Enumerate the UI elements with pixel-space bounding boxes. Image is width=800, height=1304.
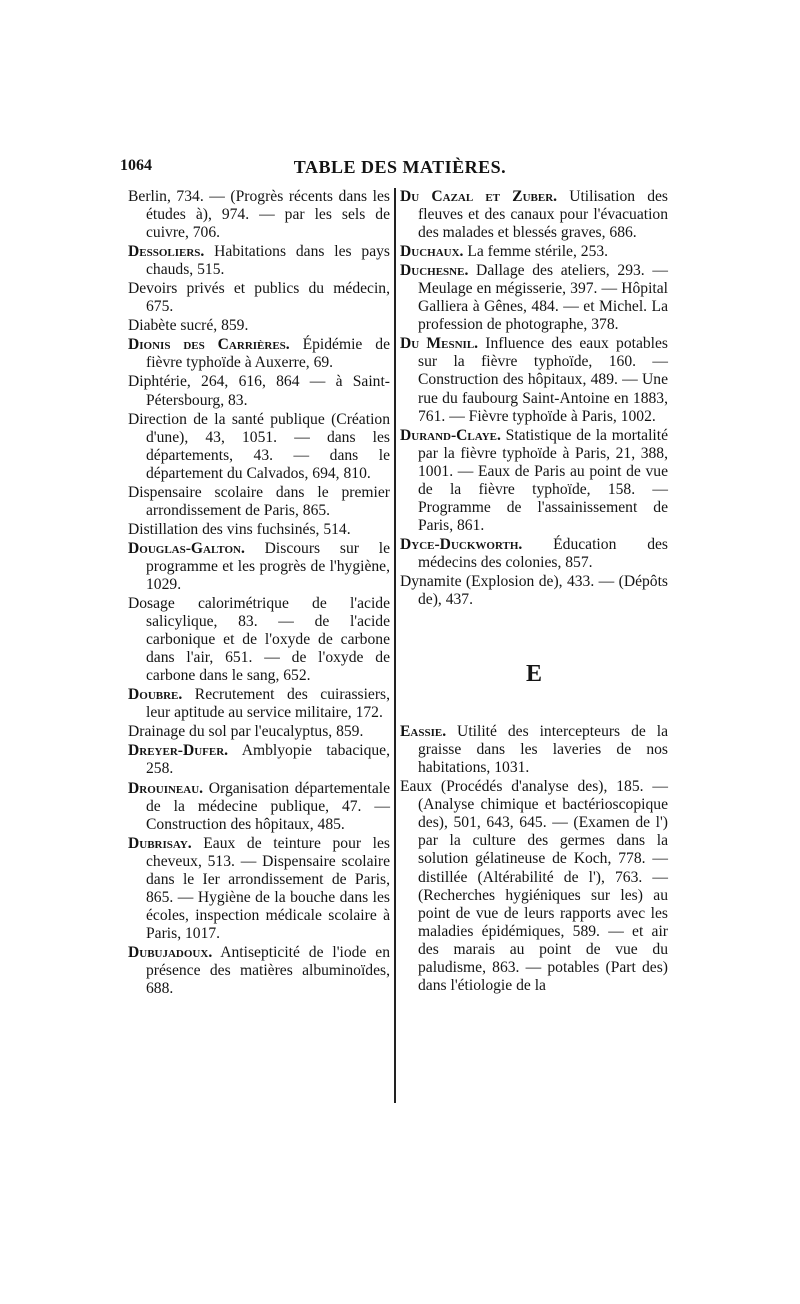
right-column-entries-e bbox=[400, 723, 668, 995]
left-column bbox=[128, 188, 390, 999]
entry-text: Habitations dans les pays chauds, 515. bbox=[146, 243, 390, 279]
index-entry bbox=[128, 595, 390, 685]
running-title: TABLE DES MATIÈRES. bbox=[293, 157, 507, 177]
index-entry bbox=[128, 686, 390, 722]
entry-text: Distillation des vins fuchsinés, 514. bbox=[128, 520, 351, 538]
index-entry bbox=[128, 336, 390, 372]
index-entry bbox=[400, 778, 668, 995]
page-header bbox=[120, 157, 680, 185]
index-entry bbox=[400, 723, 668, 777]
entry-text: Eaux (Procédés d'analyse des), 185. — (Analyse chimique et bactérioscopique des), 501, 643, 645. — (Examen de l') par la culture des germes dans la solution gélatineuse de Koch, 778. — distillée (Altérabilité de l'), 763. — (Recherches hygiéniques sur les) au point de vue de leurs rapports avec les maladies épidémiques, 589. — et air des marais au point de vue du paludisme, 863. — potables (Part des) dans l'étiologie de la bbox=[400, 778, 668, 994]
index-entry bbox=[128, 484, 390, 520]
entry-text: Dynamite (Explosion de), 433. — (Dépôts de), 437. bbox=[400, 572, 668, 609]
index-entry bbox=[128, 723, 390, 741]
index-entry bbox=[128, 742, 390, 778]
entry-text: Direction de la santé publique (Création d'une), 43, 1051. — dans les départements, 43. — dans le département du Calvados, 694, 810. bbox=[128, 410, 390, 482]
entry-headword: Du Cazal et Zuber. bbox=[400, 188, 558, 205]
entry-headword: Du Mesnil. bbox=[400, 335, 479, 353]
index-entry bbox=[128, 243, 390, 279]
index-entry bbox=[128, 944, 390, 998]
entry-headword: Doubre. bbox=[128, 686, 183, 704]
index-entry bbox=[400, 573, 668, 609]
entry-headword: Duchaux. bbox=[400, 243, 464, 261]
index-entry bbox=[128, 780, 390, 834]
entry-text: Drainage du sol par l'eucalyptus, 859. bbox=[128, 723, 364, 741]
right-column bbox=[400, 188, 668, 996]
entry-headword: Dubrisay. bbox=[128, 834, 192, 852]
index-entry bbox=[400, 188, 668, 242]
entry-headword: Dessoliers. bbox=[128, 243, 205, 261]
right-column-entries-d bbox=[400, 188, 668, 609]
entry-text: Épidémie de fièvre typhoïde à Auxerre, 69. bbox=[146, 336, 390, 372]
entry-headword: Eassie. bbox=[400, 723, 447, 741]
entry-text: Organisation départementale de la médecine publique, 47. — Construction des hôpitaux, 485. bbox=[146, 779, 390, 833]
entry-text: Amblyopie tabacique, 258. bbox=[146, 742, 390, 778]
entry-text: Dispensaire scolaire dans le premier arrondissement de Paris, 865. bbox=[128, 483, 390, 519]
index-entry bbox=[128, 317, 390, 335]
entry-headword: Douglas-Galton. bbox=[128, 539, 245, 557]
index-entry bbox=[400, 536, 668, 572]
index-entry bbox=[128, 280, 390, 316]
entry-text: La femme stérile, 253. bbox=[463, 243, 609, 261]
entry-headword: Dionis des Carrières. bbox=[128, 336, 290, 354]
entry-text: Diabète sucré, 859. bbox=[128, 317, 249, 335]
index-entry bbox=[128, 540, 390, 594]
entry-text: Devoirs privés et publics du médecin, 675. bbox=[128, 280, 390, 316]
index-entry bbox=[400, 427, 668, 535]
index-entry bbox=[400, 335, 668, 425]
entry-text: Discours sur le programme et les progrès de l'hygiène, 1029. bbox=[146, 539, 390, 593]
entry-text: Influence des eaux potables sur la fièvre typhoïde, 160. — Construction des hôpitaux, 489. — Une rue du faubourg Saint-Antoine en 1883, 761. — Fièvre typhoïde à Paris, 1002. bbox=[418, 335, 668, 425]
entry-text: Utilisation des fleuves et des canaux pour l'évacuation des malades et blessés graves, 686. bbox=[418, 188, 668, 242]
entry-headword: Durand-Claye. bbox=[400, 426, 501, 444]
entry-text: Éducation des médecins des colonies, 857. bbox=[418, 535, 668, 571]
entry-text: Diphtérie, 264, 616, 864 — à Saint-Pétersbourg, 83. bbox=[128, 373, 390, 409]
section-letter: E bbox=[525, 661, 542, 688]
entry-headword: Dyce-Duckworth. bbox=[400, 535, 523, 553]
entry-headword: Drouineau. bbox=[128, 779, 204, 797]
entry-text: Statistique de la mortalité par la fièvre typhoïde à Paris, 21, 388, 1001. — Eaux de Paris au point de vue de la fièvre typhoïde, 158. — Programme de l'assainissement de Paris, 861. bbox=[418, 426, 668, 534]
entry-text: Recrutement des cuirassiers, leur aptitude au service militaire, 172. bbox=[146, 686, 390, 722]
entry-text: Berlin, 734. — (Progrès récents dans les études à), 974. — par les sels de cuivre, 706. bbox=[128, 188, 390, 242]
index-entry bbox=[400, 243, 668, 261]
entry-headword: Duchesne. bbox=[400, 262, 469, 280]
index-entry bbox=[128, 188, 390, 242]
entry-headword: Dreyer-Dufer. bbox=[128, 742, 229, 760]
entry-text: Dosage calorimétrique de l'acide salicylique, 83. — de l'acide carbonique et de l'oxyde de carbone dans l'air, 651. — de l'oxyde de carbone dans le sang, 652. bbox=[128, 595, 390, 685]
column-divider bbox=[394, 188, 396, 1103]
entry-text: Eaux de teinture pour les cheveux, 513. — Dispensaire scolaire dans le Ier arrondissement de Paris, 865. — Hygiène de la bouche dans les écoles, inspection médicale scolaire à Paris, 1017. bbox=[146, 834, 390, 942]
index-entry bbox=[128, 411, 390, 483]
page-number: 1064 bbox=[120, 157, 152, 174]
index-entry bbox=[400, 262, 668, 334]
index-entry bbox=[128, 373, 390, 409]
entry-text: Antisepticité de l'iode en présence des matières albuminoïdes, 688. bbox=[146, 943, 390, 998]
entry-headword: Dubujadoux. bbox=[128, 943, 213, 961]
index-entry bbox=[128, 521, 390, 539]
index-entry bbox=[128, 835, 390, 943]
entry-text: Utilité des intercepteurs de la graisse dans les laveries de nos habitations, 1031. bbox=[418, 723, 668, 777]
entry-text: Dallage des ateliers, 293. — Meulage en mégisserie, 397. — Hôpital Galliera à Gênes, 484. — et Michel. La profession de photographe, 378. bbox=[418, 262, 668, 334]
